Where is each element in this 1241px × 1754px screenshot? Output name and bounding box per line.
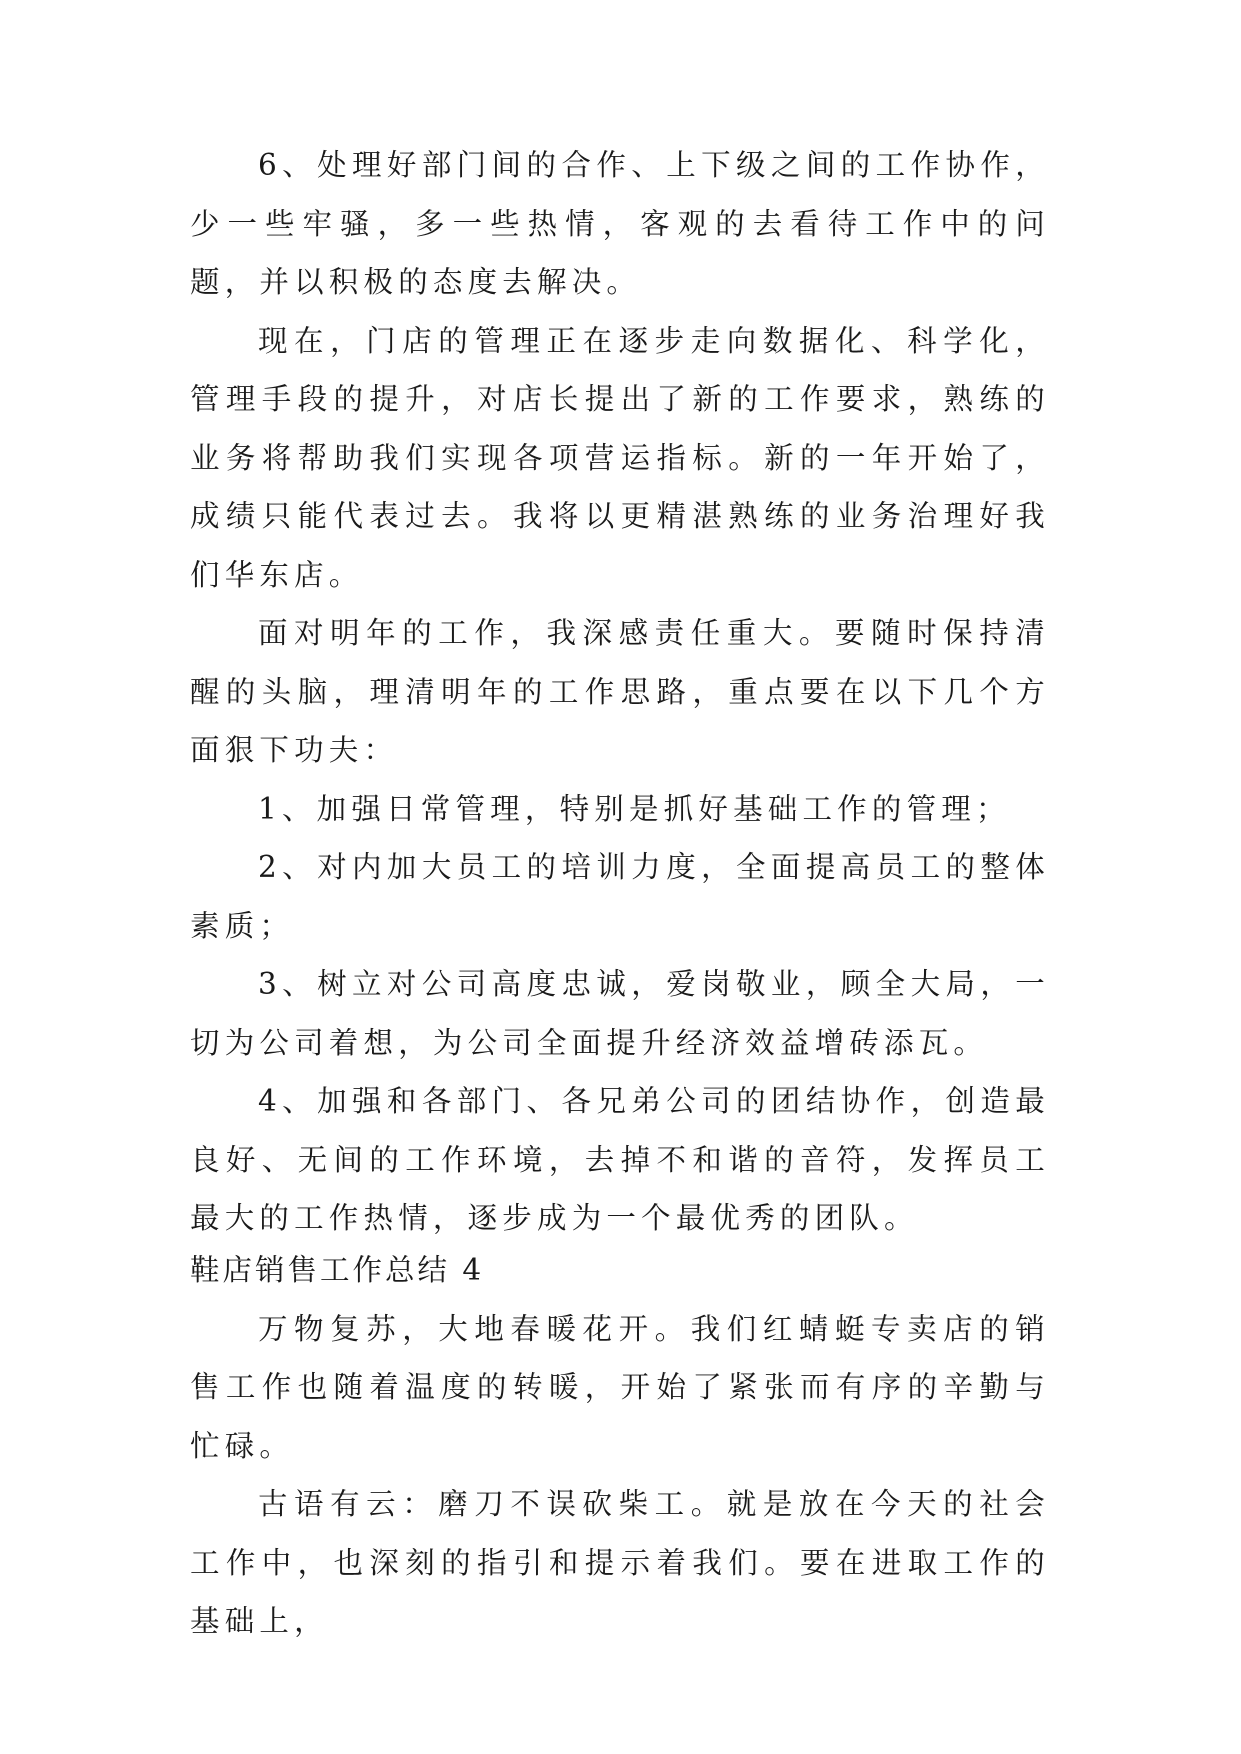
paragraph-item-6: 6、处理好部门间的合作、上下级之间的工作协作，少一些牢骚，多一些热情，客观的去看待工作中的问题，并以积极的态度去解决。 (190, 148, 1050, 299)
paragraph-proverb: 古语有云：磨刀不误砍柴工。就是放在今天的社会工作中，也深刻的指引和提示着我们。要在进取工作的基础上， (190, 1487, 1050, 1638)
paragraph-store-management: 现在，门店的管理正在逐步走向数据化、科学化，管理手段的提升，对店长提出了新的工作要求，熟练的业务将帮助我们实现各项营运指标。新的一年开始了，成绩只能代表过去。我将以更精湛熟练的业务治理好我们华东店。 (190, 323, 1050, 592)
list-item-2: 2、对内加大员工的培训力度，全面提高员工的整体素质； (190, 850, 1050, 943)
list-item-1: 1、加强日常管理，特别是抓好基础工作的管理； (258, 791, 1011, 826)
list-item-3: 3、树立对公司高度忠诚，爱岗敬业，顾全大局，一切为公司着想，为公司全面提升经济效益增砖添瓦。 (190, 967, 1050, 1060)
section-two (190, 1241, 1050, 1651)
section-heading: 鞋店销售工作总结 4 (190, 1253, 485, 1287)
list-item-4: 4、加强和各部门、各兄弟公司的团结协作，创造最良好、无间的工作环境，去掉不和谐的音符，发挥员工最大的工作热情，逐步成为一个最优秀的团队。 (190, 1084, 1050, 1235)
paragraph-next-year-work: 面对明年的工作，我深感责任重大。要随时保持清醒的头脑，理清明年的工作思路，重点要在以下几个方面狠下功夫： (190, 616, 1050, 767)
paragraph-spring: 万物复苏，大地春暖花开。我们红蜻蜓专卖店的销售工作也随着温度的转暖，开始了紧张而有序的辛勤与忙碌。 (190, 1311, 1050, 1463)
section-one (190, 136, 1050, 1248)
